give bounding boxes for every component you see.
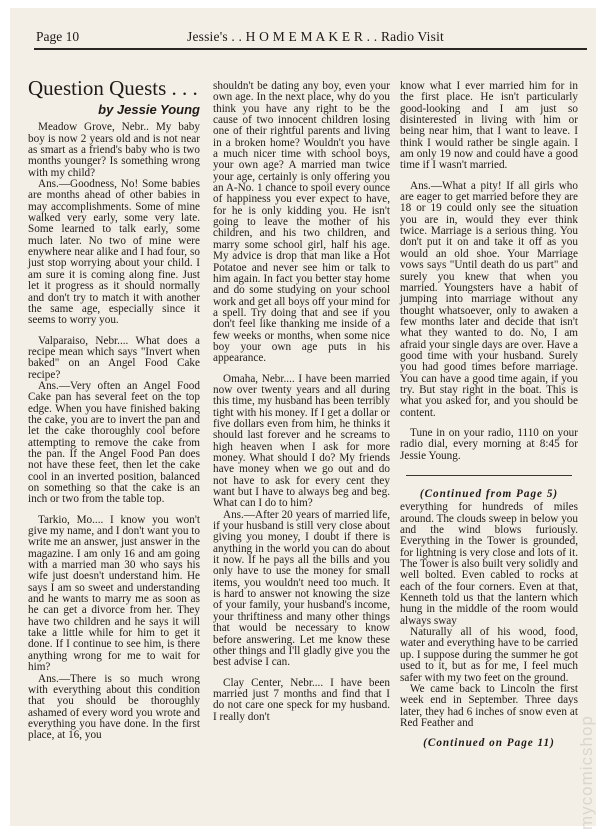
question-tarkio: Tarkio, Mo.... I know you won't give my name, and I don't want you to write me an answer, just answer in the magazine. I am only 16 and am going with a married man 30 who says his wife just doesn't understand him. He says I am so sweet and understanding and he wants to marry me as soon as he can get a divorce from her. They have two children and he says it will take a little while for him to get it done. If I continue to see him, is there anything wrong for me to wait for him? xyxy=(28,513,200,674)
answer-clay-center: Ans.—What a pity! If all girls who are eager to get married before they are 18 or 19 could only see the situation you are in, would they ever think twice. Marriage is a serious thing. You don't put it on and take it off as you would an old shoe. Your Marriage vows says "Until death do us part" and surely you knew that when you married. Youngsters have a habit of jumping into marriage without any thought whatsoever, only to awaken a few months later and decide that isn't what they wanted to do. No, I am afraid your single days are over. Have a good time with your husband. Surely you had good times before marriage. You can have a good time again, if you try. But stay right in the boat. This is what you asked for, and you should be content. xyxy=(400,179,578,419)
header-rule xyxy=(34,48,587,50)
continued-from-label: (Continued from Page 5) xyxy=(419,488,559,500)
publication-title: Jessie's . . H O M E M A K E R . . Radio Visit xyxy=(187,29,444,44)
page-number: Page 10 xyxy=(36,29,80,44)
answer-omaha: Ans.—After 20 years of married life, if your husband is still very close about giving you money, I doubt if there is anything in the world you can do about it now. If he pays all the bills and you only have to use the money for small items, you wouldn't need too much. It is hard to answer not knowing the size of your family, your husband's income, your thriftiness and many other things that would be necessary to know before answering. Let me know these other things and I'll gladly give you the best advise I can. xyxy=(213,508,390,669)
watermark: mycomicshop xyxy=(577,715,596,830)
column-2 xyxy=(213,81,390,723)
story-paragraph: everything for hundreds of miles around. The clouds sweep in below you and the wind blows furiously. Everything in the Tower is grounded, for lightning is very close and lots of it. The Tower is also built very solidly and well bolted. Even cabled to rocks at each of the four corners. Even at that, Kenneth told us that the lantern which hung in the middle of the room would always sway xyxy=(400,501,578,627)
page-header xyxy=(36,27,592,47)
continued-on-label: (Continued on Page 11) xyxy=(423,737,555,750)
story-paragraph: Naturally all of his wood, food, water and everything have to be carried up. I suppose during the summer he got used to it, but as for me, I feel much safer with my two feet on the ground. xyxy=(400,626,578,684)
section-divider xyxy=(406,475,572,476)
answer-meadow-grove: Ans.—Goodness, No! Some babies are months ahead of other babies in may accomplishments. Some of mine walked very early, some very late. Some learned to talk early, some much later. No two of mine were enywhere near alike and I had four, so just stop worrying about your child. I am sure it is coming along fine. Just let it progress as it should normally and don't try to match it with another the same age, especially since it seems to worry you. xyxy=(28,178,200,327)
answer-valparaiso: Ans.—Very often an Angel Food Cake pan has several feet on the top edge. When you have finished baking the cake, you are to invert the pan and let the cake thoroughly cool before attempting to remove the cake from the pan. If the Angel Food Pan does not have these feet, then let the cake cool in an inverted position, balanced on something so that the cake is an inch or two from the table top. xyxy=(28,379,200,506)
story-paragraph: We came back to Lincoln the first week end in September. Three days later, they had 6 inches of snow even at Red Feather and xyxy=(400,682,578,729)
question-clay-center: Clay Center, Nebr.... I have been married just 7 months and find that I do not care one speck for my husband. I really don't xyxy=(213,676,390,723)
column-3 xyxy=(400,81,578,752)
column-1 xyxy=(28,62,200,742)
radio-notice: Tune in on your radio, 1110 on your radio dial, every morning at 8:45 for Jessie Young. xyxy=(400,426,578,462)
answer-tarkio: Ans.—There is so much wrong with everything about this condition that you should be thoroughly ashamed of every word you wrote and everything you have done. In the first place, at 16, you xyxy=(28,672,200,742)
question-valparaiso: Valparaiso, Nebr.... What does a recipe mean which says "Invert when baked" on an Angel Food Cake recipe? xyxy=(28,334,200,381)
question-clay-center-continued: know what I ever married him for in the first place. He isn't particularly good-looking and I am just so disinterested in living with him or being near him, that I want to leave. I think I would rather be single again. I am only 19 now and could have a good time if I wasn't married. xyxy=(400,80,578,172)
article-byline: by Jessie Young xyxy=(98,102,200,117)
question-omaha: Omaha, Nebr.... I have been married now over twenty years and all during this time, my husband has been terribly tight with his money. If I get a dollar or five dollars even from him, he thinks it should last forever and he screams to high heaven when I ask for more money. What should I do? My friends have money when we go out and do not have to ask for every cent they want but I have to always beg and beg. What can I do to him? xyxy=(213,372,390,510)
question-meadow-grove: Meadow Grove, Nebr.. My baby boy is now 2 years old and is not near as smart as a friend's baby who is two months younger? Is something wrong with my child? xyxy=(28,121,200,179)
article-title: Question Quests . . . xyxy=(28,76,198,100)
answer-tarkio-continued: shouldn't be dating any boy, even your own age. In the next place, why do you think you have any right to be the cause of two innocent children losing one of their rightful parents and living in a broken home? Wouldn't you have a much nicer time with school boys, your own age? A married man twice your age, certainly is only offering you an A-No. 1 chance to spoil every ounce of happiness you ever expect to have, for he is only kidding you. He isn't going to leave the mother of his children, and his two children, and marry some school girl, half his age. My advice is drop that man like a Hot Potatoe and never see him or talk to him again. In fact you better stay home and do some studying on your school work and get all boys off your mind for a spell. Try doing that and see if you don't feel like thanking me inside of a few weeks or months, when some nice boy your own age puts in his appearance. xyxy=(213,80,390,365)
